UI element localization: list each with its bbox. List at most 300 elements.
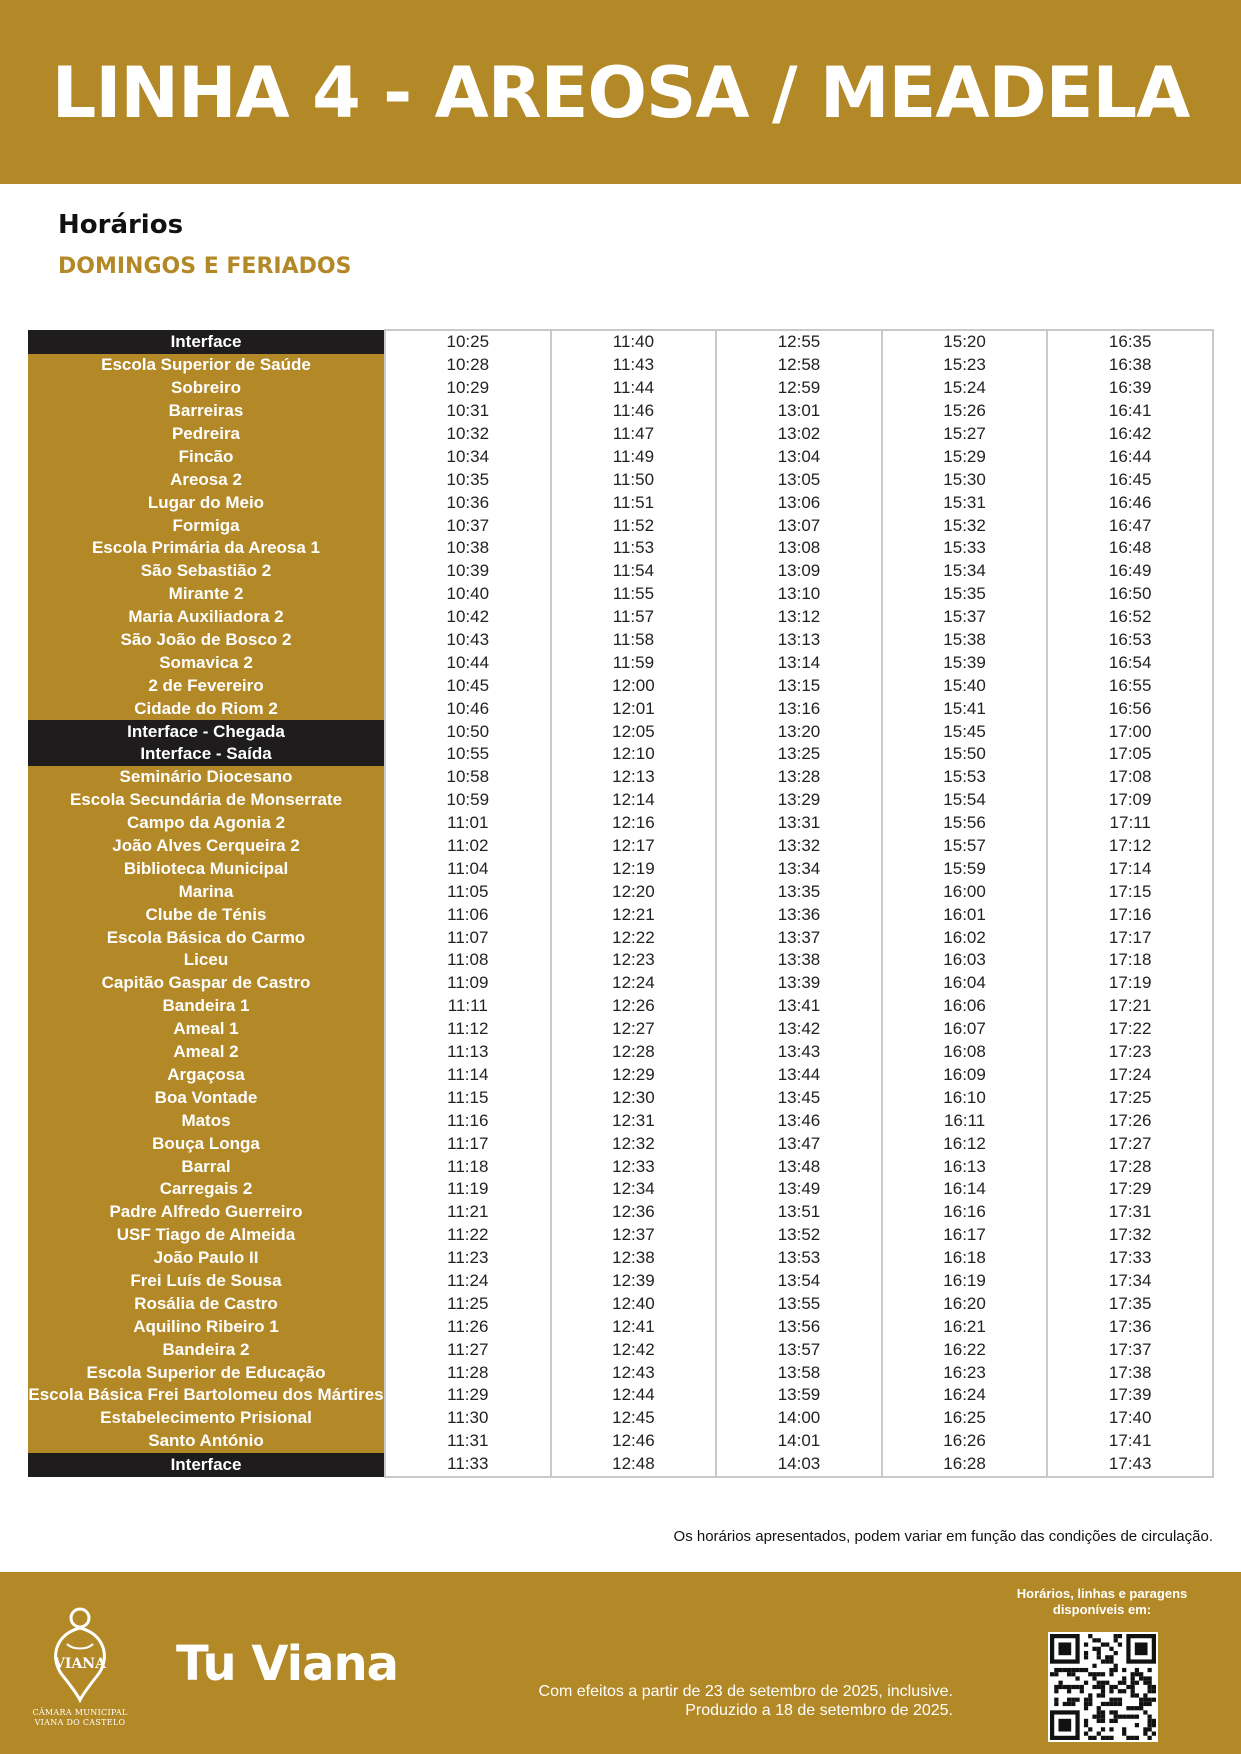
departure-time: 13:08 — [716, 537, 882, 560]
departure-time: 13:35 — [716, 880, 882, 903]
departure-time: 13:04 — [716, 445, 882, 468]
table-row — [28, 445, 1213, 468]
table-row — [28, 1384, 1213, 1407]
stop-name: Capitão Gaspar de Castro — [28, 972, 385, 995]
departure-time: 12:22 — [551, 926, 717, 949]
departure-time: 11:50 — [551, 468, 717, 491]
departure-time: 11:11 — [385, 995, 551, 1018]
departure-time: 10:32 — [385, 423, 551, 446]
departure-time: 11:31 — [385, 1430, 551, 1453]
page-header — [0, 0, 1241, 184]
departure-time: 11:19 — [385, 1178, 551, 1201]
departure-time: 17:00 — [1047, 720, 1213, 743]
departure-time: 13:52 — [716, 1224, 882, 1247]
departure-time: 13:58 — [716, 1361, 882, 1384]
table-row — [28, 1315, 1213, 1338]
departure-time: 17:41 — [1047, 1430, 1213, 1453]
stop-name: Seminário Diocesano — [28, 766, 385, 789]
departure-time: 16:12 — [882, 1132, 1048, 1155]
departure-time: 16:26 — [882, 1430, 1048, 1453]
stop-name: João Paulo II — [28, 1247, 385, 1270]
departure-time: 12:13 — [551, 766, 717, 789]
departure-time: 11:16 — [385, 1109, 551, 1132]
departure-time: 13:06 — [716, 491, 882, 514]
departure-time: 15:27 — [882, 423, 1048, 446]
stop-name: São Sebastião 2 — [28, 560, 385, 583]
departure-time: 11:09 — [385, 972, 551, 995]
departure-time: 16:50 — [1047, 583, 1213, 606]
departure-time: 16:41 — [1047, 400, 1213, 423]
departure-time: 13:41 — [716, 995, 882, 1018]
stop-name: Ameal 1 — [28, 1018, 385, 1041]
stop-name: Barreiras — [28, 400, 385, 423]
departure-time: 12:00 — [551, 674, 717, 697]
footer — [0, 1572, 1241, 1754]
departure-time: 17:15 — [1047, 880, 1213, 903]
departure-time: 10:34 — [385, 445, 551, 468]
departure-time: 11:12 — [385, 1018, 551, 1041]
table-row — [28, 651, 1213, 674]
stop-name: Liceu — [28, 949, 385, 972]
departure-time: 11:07 — [385, 926, 551, 949]
departure-time: 13:01 — [716, 400, 882, 423]
departure-time: 13:57 — [716, 1338, 882, 1361]
timetable — [28, 329, 1214, 1478]
departure-time: 13:43 — [716, 1041, 882, 1064]
departure-time: 11:28 — [385, 1361, 551, 1384]
departure-time: 12:39 — [551, 1270, 717, 1293]
departure-time: 12:29 — [551, 1064, 717, 1087]
departure-time: 14:01 — [716, 1430, 882, 1453]
table-row — [28, 697, 1213, 720]
departure-time: 11:33 — [385, 1453, 551, 1477]
departure-time: 13:56 — [716, 1315, 882, 1338]
stop-name: Mirante 2 — [28, 583, 385, 606]
departure-time: 11:05 — [385, 880, 551, 903]
day-type-label: DOMINGOS E FERIADOS — [58, 254, 352, 279]
stop-name: Clube de Ténis — [28, 903, 385, 926]
effective-line: Com efeitos a partir de 23 de setembro de 2025, inclusive. — [538, 1683, 953, 1700]
stop-name: Areosa 2 — [28, 468, 385, 491]
departure-time: 15:31 — [882, 491, 1048, 514]
departure-time: 17:33 — [1047, 1247, 1213, 1270]
stop-name: Santo António — [28, 1430, 385, 1453]
departure-time: 17:11 — [1047, 812, 1213, 835]
stop-name: USF Tiago de Almeida — [28, 1224, 385, 1247]
departure-time: 16:07 — [882, 1018, 1048, 1041]
table-row — [28, 1338, 1213, 1361]
stop-name: Interface - Saída — [28, 743, 385, 766]
table-row — [28, 1086, 1213, 1109]
departure-time: 11:59 — [551, 651, 717, 674]
departure-time: 12:41 — [551, 1315, 717, 1338]
departure-time: 15:38 — [882, 629, 1048, 652]
departure-time: 16:14 — [882, 1178, 1048, 1201]
departure-time: 12:36 — [551, 1201, 717, 1224]
departure-time: 12:46 — [551, 1430, 717, 1453]
table-row — [28, 995, 1213, 1018]
departure-time: 11:21 — [385, 1201, 551, 1224]
departure-time: 17:08 — [1047, 766, 1213, 789]
departure-time: 11:49 — [551, 445, 717, 468]
departure-time: 11:23 — [385, 1247, 551, 1270]
departure-time: 12:37 — [551, 1224, 717, 1247]
departure-time: 11:26 — [385, 1315, 551, 1338]
table-row — [28, 560, 1213, 583]
departure-time: 11:13 — [385, 1041, 551, 1064]
stop-name: João Alves Cerqueira 2 — [28, 835, 385, 858]
departure-time: 15:41 — [882, 697, 1048, 720]
stop-name: Escola Primária da Areosa 1 — [28, 537, 385, 560]
departure-time: 11:24 — [385, 1270, 551, 1293]
departure-time: 13:02 — [716, 423, 882, 446]
departure-time: 11:01 — [385, 812, 551, 835]
departure-time: 13:32 — [716, 835, 882, 858]
departure-time: 10:28 — [385, 354, 551, 377]
departure-time: 16:21 — [882, 1315, 1048, 1338]
departure-time: 15:33 — [882, 537, 1048, 560]
departure-time: 11:02 — [385, 835, 551, 858]
departure-time: 12:45 — [551, 1407, 717, 1430]
departure-time: 13:48 — [716, 1155, 882, 1178]
departure-time: 12:33 — [551, 1155, 717, 1178]
departure-time: 11:06 — [385, 903, 551, 926]
departure-time: 11:18 — [385, 1155, 551, 1178]
departure-time: 12:26 — [551, 995, 717, 1018]
departure-time: 16:22 — [882, 1338, 1048, 1361]
stop-name: Maria Auxiliadora 2 — [28, 606, 385, 629]
departure-time: 15:54 — [882, 789, 1048, 812]
departure-time: 11:47 — [551, 423, 717, 446]
departure-time: 16:23 — [882, 1361, 1048, 1384]
departure-time: 12:59 — [716, 377, 882, 400]
departure-time: 16:08 — [882, 1041, 1048, 1064]
stop-name: Lugar do Meio — [28, 491, 385, 514]
departure-time: 11:46 — [551, 400, 717, 423]
departure-time: 13:54 — [716, 1270, 882, 1293]
table-row — [28, 1018, 1213, 1041]
produced-line: Produzido a 18 de setembro de 2025. — [685, 1702, 953, 1719]
departure-time: 15:56 — [882, 812, 1048, 835]
departure-time: 11:54 — [551, 560, 717, 583]
departure-time: 13:20 — [716, 720, 882, 743]
departure-time: 12:01 — [551, 697, 717, 720]
departure-time: 15:53 — [882, 766, 1048, 789]
stop-name: Interface - Chegada — [28, 720, 385, 743]
departure-time: 10:46 — [385, 697, 551, 720]
departure-time: 13:38 — [716, 949, 882, 972]
departure-time: 13:12 — [716, 606, 882, 629]
departure-time: 16:39 — [1047, 377, 1213, 400]
departure-time: 16:25 — [882, 1407, 1048, 1430]
departure-time: 13:28 — [716, 766, 882, 789]
departure-time: 15:20 — [882, 330, 1048, 354]
table-row — [28, 1132, 1213, 1155]
table-row — [28, 491, 1213, 514]
departure-time: 12:42 — [551, 1338, 717, 1361]
departure-time: 10:31 — [385, 400, 551, 423]
departure-time: 10:42 — [385, 606, 551, 629]
stop-name: Escola Secundária de Monserrate — [28, 789, 385, 812]
qr-label-line2: disponíveis em: — [1052, 1602, 1152, 1617]
table-row — [28, 1178, 1213, 1201]
departure-time: 12:20 — [551, 880, 717, 903]
departure-time: 15:34 — [882, 560, 1048, 583]
departure-time: 11:44 — [551, 377, 717, 400]
departure-time: 10:37 — [385, 514, 551, 537]
stop-name: Campo da Agonia 2 — [28, 812, 385, 835]
municipality-logo — [30, 1604, 130, 1728]
departure-time: 13:15 — [716, 674, 882, 697]
departure-time: 11:30 — [385, 1407, 551, 1430]
departure-time: 10:45 — [385, 674, 551, 697]
departure-time: 17:40 — [1047, 1407, 1213, 1430]
line-title: LINHA 4 - AREOSA / MEADELA — [51, 52, 1190, 134]
departure-time: 10:35 — [385, 468, 551, 491]
departure-time: 12:44 — [551, 1384, 717, 1407]
stop-name: Rosália de Castro — [28, 1292, 385, 1315]
stop-name: Sobreiro — [28, 377, 385, 400]
table-row — [28, 1407, 1213, 1430]
table-row — [28, 789, 1213, 812]
departure-time: 17:36 — [1047, 1315, 1213, 1338]
departure-time: 12:27 — [551, 1018, 717, 1041]
stop-name: Barral — [28, 1155, 385, 1178]
departure-time: 10:43 — [385, 629, 551, 652]
departure-time: 15:24 — [882, 377, 1048, 400]
stop-name: Escola Básica do Carmo — [28, 926, 385, 949]
departure-time: 13:36 — [716, 903, 882, 926]
departure-time: 17:09 — [1047, 789, 1213, 812]
departure-time: 17:24 — [1047, 1064, 1213, 1087]
departure-time: 17:23 — [1047, 1041, 1213, 1064]
departure-time: 16:16 — [882, 1201, 1048, 1224]
departure-time: 13:25 — [716, 743, 882, 766]
table-row — [28, 468, 1213, 491]
departure-time: 16:02 — [882, 926, 1048, 949]
departure-time: 17:43 — [1047, 1453, 1213, 1477]
qr-label — [1002, 1586, 1202, 1618]
stop-name: Argaçosa — [28, 1064, 385, 1087]
departure-time: 17:18 — [1047, 949, 1213, 972]
table-row — [28, 537, 1213, 560]
departure-time: 17:05 — [1047, 743, 1213, 766]
departure-time: 17:27 — [1047, 1132, 1213, 1155]
departure-time: 10:25 — [385, 330, 551, 354]
table-row — [28, 1109, 1213, 1132]
departure-time: 15:45 — [882, 720, 1048, 743]
stop-name: Biblioteca Municipal — [28, 857, 385, 880]
table-row — [28, 400, 1213, 423]
stop-name: Interface — [28, 1453, 385, 1477]
departure-time: 12:30 — [551, 1086, 717, 1109]
table-row — [28, 330, 1213, 354]
table-row — [28, 926, 1213, 949]
departure-time: 13:16 — [716, 697, 882, 720]
departure-time: 11:51 — [551, 491, 717, 514]
departure-time: 16:04 — [882, 972, 1048, 995]
departure-time: 16:09 — [882, 1064, 1048, 1087]
departure-time: 17:32 — [1047, 1224, 1213, 1247]
departure-time: 16:55 — [1047, 674, 1213, 697]
table-row — [28, 514, 1213, 537]
stop-name: Estabelecimento Prisional — [28, 1407, 385, 1430]
departure-time: 17:26 — [1047, 1109, 1213, 1132]
departure-time: 13:05 — [716, 468, 882, 491]
departure-time: 10:36 — [385, 491, 551, 514]
table-row — [28, 1201, 1213, 1224]
table-row — [28, 720, 1213, 743]
departure-time: 13:13 — [716, 629, 882, 652]
departure-time: 11:40 — [551, 330, 717, 354]
table-row — [28, 880, 1213, 903]
table-row — [28, 606, 1213, 629]
table-row — [28, 903, 1213, 926]
table-row — [28, 377, 1213, 400]
departure-time: 13:42 — [716, 1018, 882, 1041]
departure-time: 12:19 — [551, 857, 717, 880]
departure-time: 12:23 — [551, 949, 717, 972]
departure-time: 10:39 — [385, 560, 551, 583]
qr-label-line1: Horários, linhas e paragens — [1016, 1586, 1188, 1601]
departure-time: 17:35 — [1047, 1292, 1213, 1315]
table-row — [28, 354, 1213, 377]
table-row — [28, 629, 1213, 652]
stop-name: Frei Luís de Sousa — [28, 1270, 385, 1293]
departure-time: 13:49 — [716, 1178, 882, 1201]
departure-time: 15:26 — [882, 400, 1048, 423]
departure-time: 11:04 — [385, 857, 551, 880]
departure-time: 16:10 — [882, 1086, 1048, 1109]
viana-crest-icon — [45, 1604, 115, 1704]
departure-time: 12:32 — [551, 1132, 717, 1155]
departure-time: 10:55 — [385, 743, 551, 766]
departure-time: 13:31 — [716, 812, 882, 835]
departure-time: 10:59 — [385, 789, 551, 812]
departure-time: 13:39 — [716, 972, 882, 995]
table-row — [28, 1041, 1213, 1064]
departure-time: 15:23 — [882, 354, 1048, 377]
stop-name: Fincão — [28, 445, 385, 468]
departure-time: 16:13 — [882, 1155, 1048, 1178]
departure-time: 16:19 — [882, 1270, 1048, 1293]
departure-time: 16:38 — [1047, 354, 1213, 377]
departure-time: 13:51 — [716, 1201, 882, 1224]
departure-time: 12:31 — [551, 1109, 717, 1132]
stop-name: Marina — [28, 880, 385, 903]
table-row — [28, 1224, 1213, 1247]
departure-time: 17:38 — [1047, 1361, 1213, 1384]
table-row — [28, 1155, 1213, 1178]
stop-name: Formiga — [28, 514, 385, 537]
departure-time: 11:57 — [551, 606, 717, 629]
departure-time: 17:22 — [1047, 1018, 1213, 1041]
tu-viana-logo: Tu Viana — [176, 1636, 399, 1692]
stop-name: Escola Superior de Saúde — [28, 354, 385, 377]
departure-time: 17:14 — [1047, 857, 1213, 880]
departure-time: 12:34 — [551, 1178, 717, 1201]
departure-time: 11:43 — [551, 354, 717, 377]
stop-name: Padre Alfredo Guerreiro — [28, 1201, 385, 1224]
stop-name: São João de Bosco 2 — [28, 629, 385, 652]
departure-time: 16:44 — [1047, 445, 1213, 468]
departure-time: 15:57 — [882, 835, 1048, 858]
departure-time: 12:58 — [716, 354, 882, 377]
stop-name: Interface — [28, 330, 385, 354]
departure-time: 15:37 — [882, 606, 1048, 629]
table-row — [28, 766, 1213, 789]
schedule-heading: Horários — [58, 210, 184, 240]
table-row — [28, 1430, 1213, 1453]
departure-time: 12:16 — [551, 812, 717, 835]
departure-time: 11:27 — [385, 1338, 551, 1361]
departure-time: 17:34 — [1047, 1270, 1213, 1293]
effective-dates — [539, 1682, 953, 1720]
departure-time: 11:55 — [551, 583, 717, 606]
departure-time: 10:40 — [385, 583, 551, 606]
departure-time: 17:12 — [1047, 835, 1213, 858]
stop-name: Matos — [28, 1109, 385, 1132]
table-row — [28, 674, 1213, 697]
departure-time: 13:10 — [716, 583, 882, 606]
departure-time: 16:47 — [1047, 514, 1213, 537]
departure-time: 11:22 — [385, 1224, 551, 1247]
departure-time: 16:11 — [882, 1109, 1048, 1132]
table-row — [28, 423, 1213, 446]
departure-time: 17:25 — [1047, 1086, 1213, 1109]
stop-name: Ameal 2 — [28, 1041, 385, 1064]
table-row — [28, 743, 1213, 766]
departure-time: 12:40 — [551, 1292, 717, 1315]
departure-time: 16:06 — [882, 995, 1048, 1018]
departure-time: 11:14 — [385, 1064, 551, 1087]
departure-time: 13:44 — [716, 1064, 882, 1087]
departure-time: 12:48 — [551, 1453, 717, 1477]
departure-time: 15:30 — [882, 468, 1048, 491]
departure-time: 15:50 — [882, 743, 1048, 766]
departure-time: 10:58 — [385, 766, 551, 789]
table-row — [28, 1361, 1213, 1384]
departure-time: 16:42 — [1047, 423, 1213, 446]
departure-time: 16:53 — [1047, 629, 1213, 652]
departure-time: 15:32 — [882, 514, 1048, 537]
table-row — [28, 949, 1213, 972]
stop-name: Escola Superior de Educação — [28, 1361, 385, 1384]
departure-time: 13:37 — [716, 926, 882, 949]
departure-time: 15:29 — [882, 445, 1048, 468]
stop-name: Bandeira 2 — [28, 1338, 385, 1361]
stop-name: Bouça Longa — [28, 1132, 385, 1155]
departure-time: 11:15 — [385, 1086, 551, 1109]
departure-time: 16:35 — [1047, 330, 1213, 354]
qr-code[interactable] — [1048, 1632, 1158, 1742]
departure-time: 15:39 — [882, 651, 1048, 674]
departure-time: 16:03 — [882, 949, 1048, 972]
table-row — [28, 1270, 1213, 1293]
departure-time: 16:46 — [1047, 491, 1213, 514]
departure-time: 17:31 — [1047, 1201, 1213, 1224]
departure-time: 17:17 — [1047, 926, 1213, 949]
departure-time: 13:34 — [716, 857, 882, 880]
departure-time: 11:25 — [385, 1292, 551, 1315]
departure-time: 17:28 — [1047, 1155, 1213, 1178]
table-row — [28, 972, 1213, 995]
departure-time: 13:09 — [716, 560, 882, 583]
stop-name: 2 de Fevereiro — [28, 674, 385, 697]
departure-time: 13:53 — [716, 1247, 882, 1270]
table-row — [28, 583, 1213, 606]
departure-time: 11:58 — [551, 629, 717, 652]
